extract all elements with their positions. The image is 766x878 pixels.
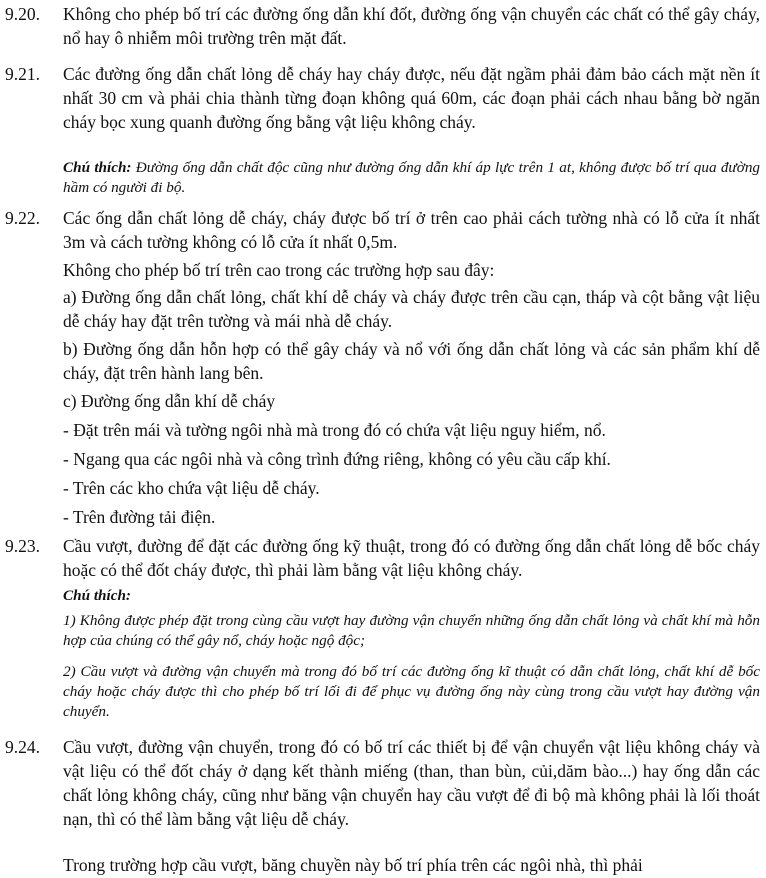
list-item: c) Đường ống dẫn khí dễ cháy: [63, 391, 276, 411]
note-label: Chú thích:: [63, 587, 131, 604]
section-number: 9.20.: [5, 4, 40, 24]
note-text: Đường ống dẫn chất độc cũng như đường ống dẫn khí áp lực trên 1 at, không được bố trí qua đường hầm có người đi bộ.: [63, 159, 761, 196]
note-item: 1) Không được phép đặt trong cùng cầu vượt hay đường vận chuyển những ống dẫn chất lỏng và chất khí mà hỗn hợp của chúng có thể gây nổ, cháy hoặc ngộ độc;: [63, 612, 760, 649]
section-text: Cầu vượt, đường để đặt các đường ống kỹ thuật, trong đó có đường ống dẫn chất lỏng dễ bốc cháy hoặc có thể đốt cháy được, thì phải làm bằng vật liệu không cháy.: [63, 536, 760, 580]
section-number: 9.23.: [5, 536, 40, 556]
section-intro: Không cho phép bố trí trên cao trong các trường hợp sau đây:: [63, 260, 495, 280]
section-9-20: [0, 2, 766, 50]
list-item: - Đặt trên mái và tường ngôi nhà mà trong đó có chứa vật liệu nguy hiểm, nổ.: [63, 420, 606, 440]
note-item: 2) Cầu vượt và đường vận chuyển mà trong đó bố trí các đường ống kĩ thuật có dẫn chất lỏng, chất khí dễ bốc cháy hoặc cháy được thì cho phép bố trí lối đi để phục vụ đường ống này cùng trong cầu vượt hay đường vận chuyển.: [63, 663, 760, 720]
section-number: 9.24.: [5, 737, 40, 757]
section-9-24: [0, 735, 766, 831]
list-item: b) Đường ống dẫn hỗn hợp có thể gây cháy và nổ với ống dẫn chất lỏng và các sản phẩm khí dễ cháy, đặt trên hành lang bên.: [63, 339, 760, 383]
note-label: Chú thích:: [63, 159, 132, 176]
section-number: 9.21.: [5, 64, 40, 84]
section-text: Không cho phép bố trí các đường ống dẫn khí đốt, đường ống vận chuyển các chất có thể gây cháy, nổ hay ô nhiễm môi trường trên mặt đất.: [63, 4, 760, 48]
note-9-21: [63, 158, 760, 198]
section-9-23: [0, 534, 766, 582]
section-number: 9.22.: [5, 208, 40, 228]
list-item: - Trên các kho chứa vật liệu dễ cháy.: [63, 478, 320, 498]
section-9-22: [0, 206, 766, 254]
section-text: Các ống dẫn chất lỏng dễ cháy, cháy được bố trí ở trên cao phải cách tường nhà có lỗ cửa ít nhất 3m và cách tường không có lỗ cửa ít nhất 0,5m.: [63, 208, 760, 252]
list-item: - Ngang qua các ngôi nhà và công trình đứng riêng, không có yêu cầu cấp khí.: [63, 449, 611, 469]
list-item: - Trên đường tải điện.: [63, 507, 216, 527]
list-item: a) Đường ống dẫn chất lỏng, chất khí dễ cháy và cháy được trên cầu cạn, tháp và cột bằng vật liệu dễ cháy hay đặt trên tường và mái nhà dễ cháy.: [63, 287, 760, 331]
section-continuation: Trong trường hợp cầu vượt, băng chuyền này bố trí phía trên các ngôi nhà, thì phải: [63, 855, 643, 875]
section-text: Cầu vượt, đường vận chuyển, trong đó có bố trí các thiết bị để vận chuyển vật liệu không cháy và vật liệu có thể đốt cháy ở dạng kết thành miếng (than, than bùn, củi,dăm bào...) hay ống dẫn các chất lỏng không cháy, cũng như băng vận chuyển hay cầu vượt để đi bộ mà không phải là lối thoát nạn, thì có thể làm bằng vật liệu dễ cháy.: [63, 737, 760, 829]
section-9-21: [0, 62, 766, 134]
section-text: Các đường ống dẫn chất lỏng dễ cháy hay cháy được, nếu đặt ngầm phải đảm bảo cách mặt nền ít nhất 30 cm và phải chia thành từng đoạn không quá 60m, các đoạn phải cách nhau bằng bờ ngăn cháy bọc xung quanh đường ống bằng vật liệu không cháy.: [63, 64, 760, 132]
